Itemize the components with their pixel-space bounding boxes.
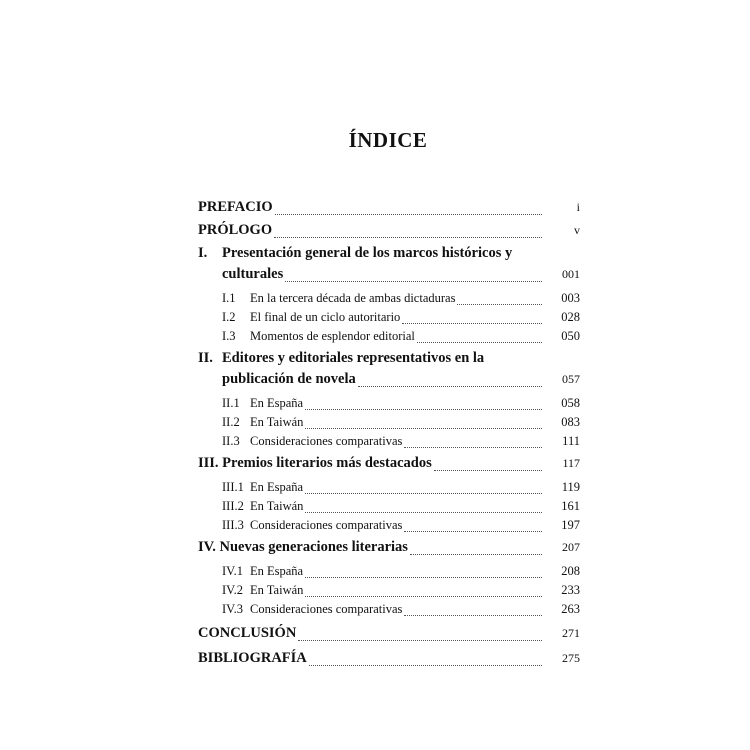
entry-page: 208 <box>561 564 580 578</box>
leader-dots <box>305 511 542 513</box>
toc-subentry <box>198 394 580 413</box>
toc-entry-prefacio <box>198 197 580 218</box>
toc-entry-conclusion <box>198 623 580 644</box>
subentry-number: IV.1 <box>222 564 243 578</box>
toc-subentry <box>198 581 580 600</box>
leader-dots <box>434 469 542 471</box>
leader-dots <box>298 639 542 641</box>
leader-dots <box>404 446 542 448</box>
toc-chapter-3 <box>198 453 580 474</box>
chapter-number: I. <box>198 245 208 261</box>
chapter-title-line1: Presentación general de los marcos históricos y <box>222 245 513 261</box>
toc-subentry <box>198 432 580 451</box>
entry-page: 207 <box>562 540 580 554</box>
toc-chapter-1-line2 <box>198 264 580 285</box>
entry-page: 058 <box>561 396 580 410</box>
subentry-label: En España <box>250 396 304 410</box>
page-title: ÍNDICE <box>348 128 428 152</box>
entry-label: PRÓLOGO <box>198 222 273 238</box>
toc-subentry <box>198 308 580 327</box>
toc-subentry <box>198 413 580 432</box>
toc-chapter-2-line2 <box>198 369 580 390</box>
subentry-number: IV.2 <box>222 583 243 597</box>
leader-dots <box>309 664 542 666</box>
subentry-number: III.2 <box>222 499 244 513</box>
toc-subentry <box>198 327 580 346</box>
entry-page: 275 <box>562 651 580 665</box>
toc-subentry <box>198 478 580 497</box>
toc-subentry <box>198 497 580 516</box>
subentry-number: III.1 <box>222 480 244 494</box>
leader-dots <box>402 322 542 324</box>
toc-entry-bibliografia <box>198 648 580 669</box>
chapter-title: IV. Nuevas generaciones literarias <box>198 539 408 555</box>
toc-subentry <box>198 562 580 581</box>
subentry-number: II.3 <box>222 434 240 448</box>
leader-dots <box>305 408 542 410</box>
subentry-label: Momentos de esplendor editorial <box>250 329 415 343</box>
entry-page: 028 <box>561 310 580 324</box>
toc-chapter-2-line1 <box>198 348 580 369</box>
leader-dots <box>305 492 542 494</box>
subentry-label: En España <box>250 564 304 578</box>
entry-page: 263 <box>561 602 580 616</box>
entry-page: 119 <box>561 480 580 494</box>
subentry-number: IV.3 <box>222 602 243 616</box>
leader-dots <box>305 595 542 597</box>
entry-page: 083 <box>561 415 580 429</box>
leader-dots <box>275 213 542 215</box>
subentry-number: II.2 <box>222 415 240 429</box>
chapter-title-line2: culturales <box>222 266 284 282</box>
chapter-title-line2: publicación de novela <box>222 371 356 387</box>
chapter-number: II. <box>198 350 213 366</box>
toc-subentry <box>198 289 580 308</box>
toc-entry-prologo <box>198 220 580 241</box>
subentry-label: Consideraciones comparativas <box>250 434 403 448</box>
subentry-label: En Taiwán <box>250 499 304 513</box>
leader-dots <box>274 236 542 238</box>
chapter-title: III. Premios literarios más destacados <box>198 455 432 471</box>
subentry-label: En España <box>250 480 304 494</box>
entry-page: 197 <box>561 518 580 532</box>
subentry-label: Consideraciones comparativas <box>250 602 403 616</box>
toc-chapter-1-line1 <box>198 243 580 264</box>
entry-label: BIBLIOGRAFÍA <box>198 650 307 666</box>
subentry-number: I.3 <box>222 329 236 343</box>
leader-dots <box>457 303 542 305</box>
leader-dots <box>404 614 542 616</box>
leader-dots <box>358 385 542 387</box>
entry-page: i <box>576 200 580 214</box>
subentry-label: En la tercera década de ambas dictaduras <box>250 291 456 305</box>
entry-label: PREFACIO <box>198 199 273 215</box>
subentry-label: El final de un ciclo autoritario <box>250 310 401 324</box>
subentry-label: En Taiwán <box>250 415 304 429</box>
subentry-number: I.2 <box>222 310 236 324</box>
entry-page: 161 <box>561 499 580 513</box>
leader-dots <box>404 530 542 532</box>
leader-dots <box>417 341 542 343</box>
entry-page: 001 <box>562 267 580 281</box>
entry-page: 233 <box>561 583 580 597</box>
leader-dots <box>285 280 542 282</box>
entry-page: 111 <box>562 434 580 448</box>
entry-page: 271 <box>562 626 580 640</box>
toc-subentry <box>198 600 580 619</box>
leader-dots <box>305 576 542 578</box>
entry-page: v <box>574 223 580 237</box>
subentry-number: II.1 <box>222 396 240 410</box>
subentry-number: I.1 <box>222 291 236 305</box>
entry-label: CONCLUSIÓN <box>198 625 297 641</box>
subentry-label: Consideraciones comparativas <box>250 518 403 532</box>
entry-page: 050 <box>561 329 580 343</box>
leader-dots <box>305 427 542 429</box>
subentry-number: III.3 <box>222 518 244 532</box>
entry-page: 003 <box>561 291 580 305</box>
leader-dots <box>410 553 542 555</box>
chapter-title-line1: Editores y editoriales representativos en la <box>222 350 485 366</box>
toc-chapter-4 <box>198 537 580 558</box>
subentry-label: En Taiwán <box>250 583 304 597</box>
table-of-contents <box>198 197 580 669</box>
toc-subentry <box>198 516 580 535</box>
entry-page: 117 <box>562 456 580 470</box>
entry-page: 057 <box>562 372 580 386</box>
